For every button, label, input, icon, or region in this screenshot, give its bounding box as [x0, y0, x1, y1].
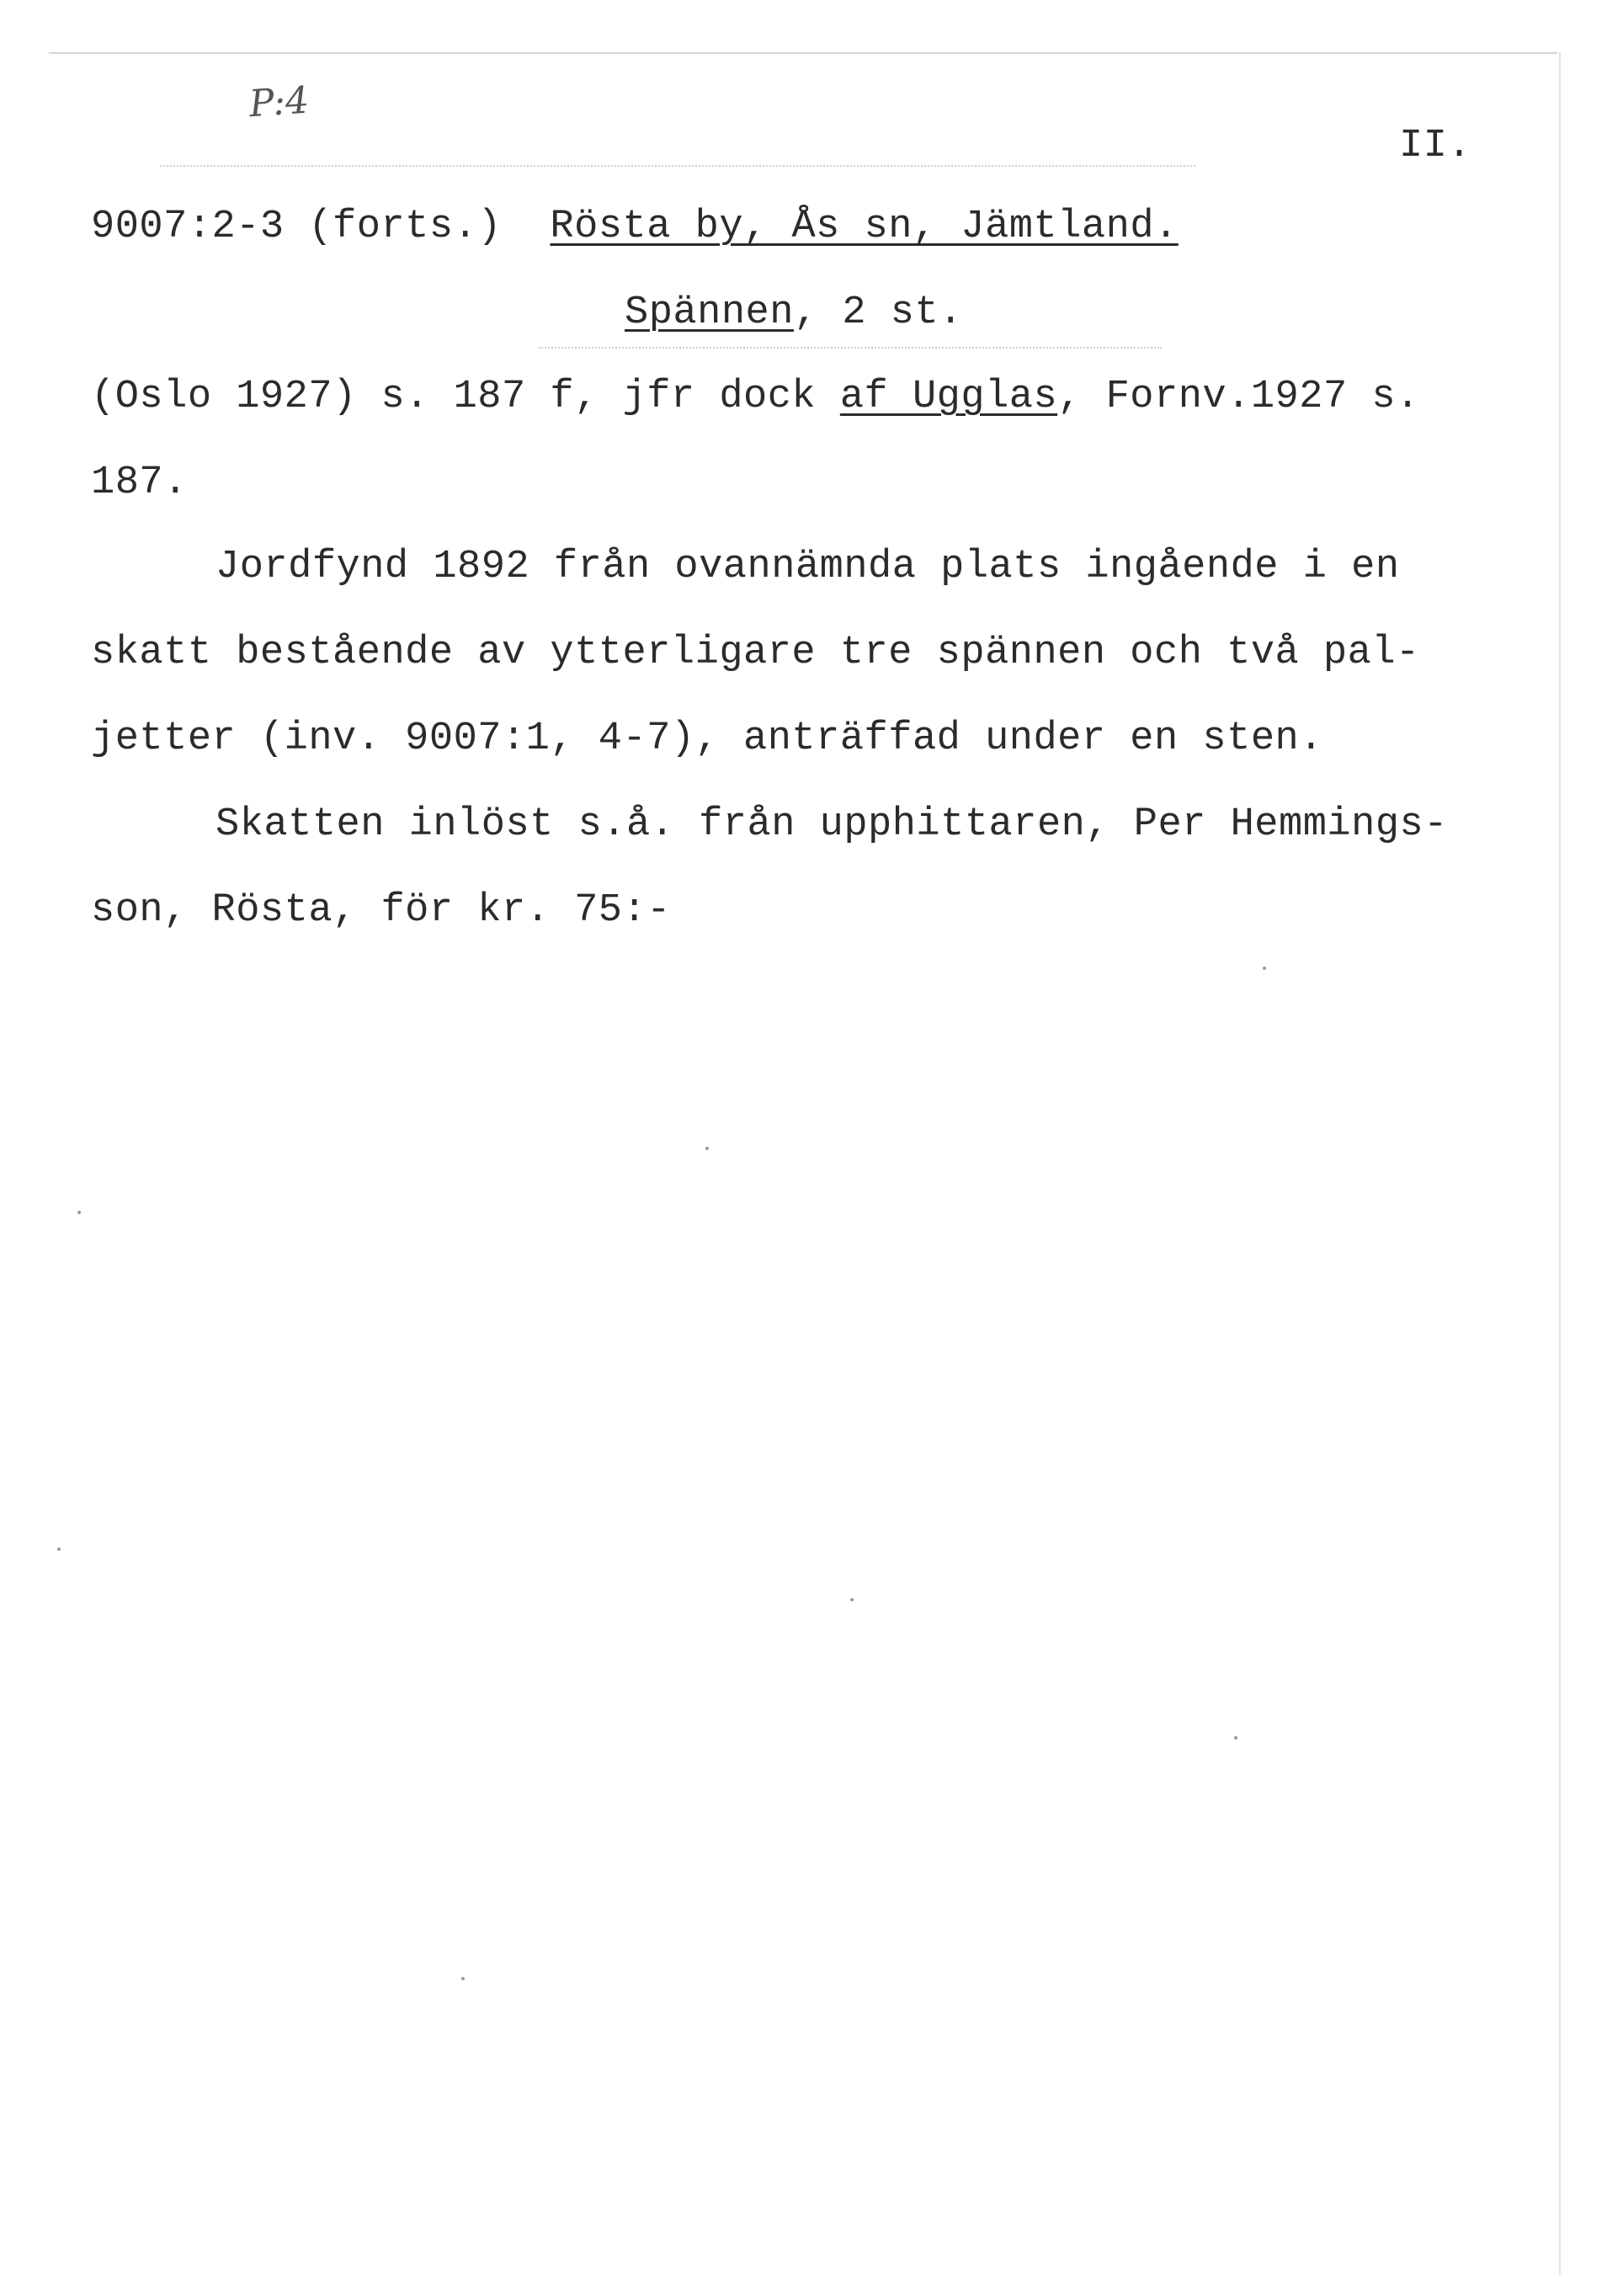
page-number: II.	[1399, 124, 1472, 168]
scan-speck	[705, 1147, 709, 1150]
catalog-number: 9007:2-3 (forts.)	[91, 205, 502, 249]
faint-dotted-mark	[160, 165, 1195, 168]
reference-suffix: , Fornv.1927 s.	[1057, 375, 1420, 419]
find-place: Rösta by, Ås sn, Jämtland.	[550, 205, 1179, 249]
paragraph-2-line-2: son, Rösta, för kr. 75:-	[91, 888, 671, 933]
reference-prefix: (Oslo 1927) s. 187 f, jfr dock	[91, 375, 840, 419]
scan-speck	[1234, 1736, 1237, 1739]
scan-edge-top	[49, 52, 1557, 54]
reference-line-1	[91, 377, 1420, 417]
catalog-header-line	[91, 207, 1179, 247]
handwritten-page-note: P:4	[247, 78, 311, 126]
paragraph-1-line-2: skatt bestående av ytterligare tre spännen och två pal-	[91, 631, 1420, 675]
paragraph-1-line-3: jetter (inv. 9007:1, 4-7), anträffad under en sten.	[91, 717, 1323, 761]
object-line	[625, 290, 963, 335]
paragraph-1-line-1: Jordfynd 1892 från ovannämnda plats ingående i en	[216, 545, 1400, 589]
reference-author: af Ugglas	[839, 375, 1058, 419]
faint-dotted-mark	[539, 347, 1162, 350]
scan-speck	[850, 1598, 854, 1601]
scan-speck	[461, 1977, 465, 1980]
reference-line-2: 187.	[91, 461, 188, 505]
object-count: , 2 st.	[793, 290, 963, 335]
scan-speck	[1263, 967, 1266, 970]
paragraph-2-line-1: Skatten inlöst s.å. från upphittaren, Per Hemmings-	[216, 802, 1448, 847]
scan-edge-right	[1559, 52, 1561, 2275]
object-name: Spännen	[625, 290, 794, 335]
scan-speck	[77, 1211, 81, 1214]
scan-speck	[57, 1548, 61, 1551]
